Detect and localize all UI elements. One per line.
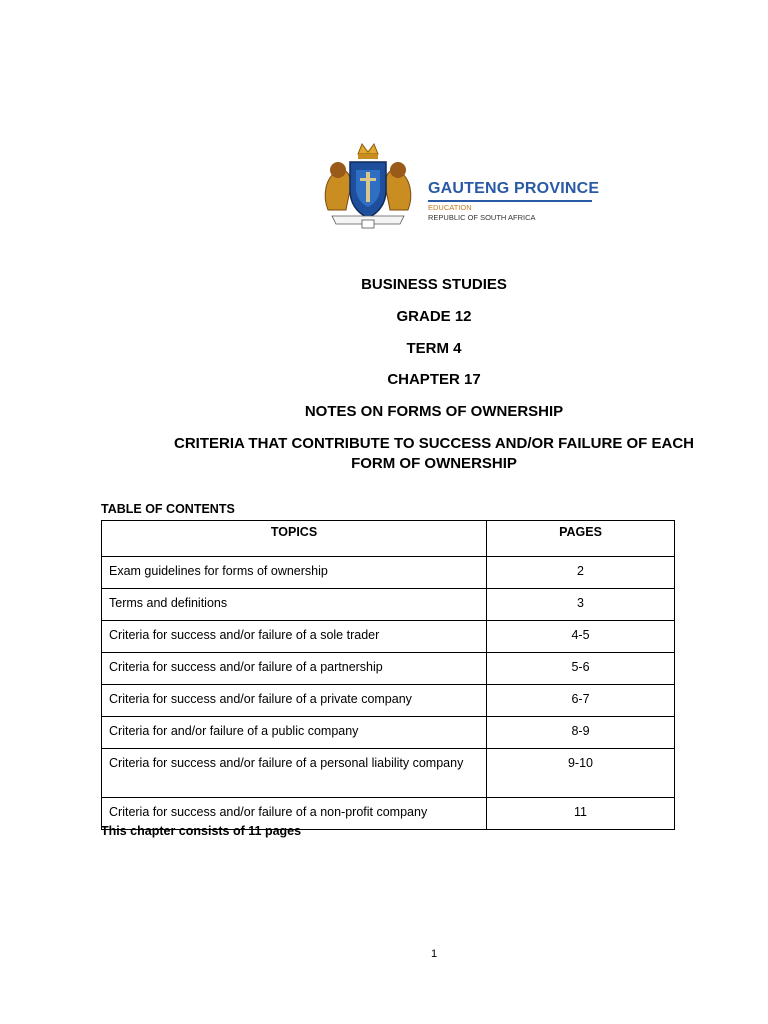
province-name: GAUTENG PROVINCE — [428, 180, 600, 197]
toc-topic: Criteria for success and/or failure of a private company — [102, 685, 487, 717]
toc-pages: 8-9 — [487, 717, 675, 749]
toc-topic: Criteria for success and/or failure of a sole trader — [102, 621, 487, 653]
toc-topic: Criteria for success and/or failure of a non-profit company — [102, 798, 487, 830]
grade-heading: GRADE 12 — [396, 308, 472, 325]
toc-row — [102, 621, 675, 653]
toc-topic: Criteria for success and/or failure of a personal liability company — [102, 749, 487, 798]
coat-of-arms-icon — [318, 140, 418, 230]
criteria-heading-line2: FORM OF OWNERSHIP — [351, 455, 517, 472]
subject-heading: BUSINESS STUDIES — [361, 276, 507, 293]
department-name: EDUCATION — [428, 203, 472, 212]
notes-heading: NOTES ON FORMS OF OWNERSHIP — [304, 403, 564, 420]
toc-pages: 4-5 — [487, 621, 675, 653]
toc-pages: 6-7 — [487, 685, 675, 717]
toc-row — [102, 589, 675, 621]
toc-header-topics: TOPICS — [102, 521, 487, 557]
toc-pages: 9-10 — [487, 749, 675, 798]
page-number: 1 — [430, 948, 438, 960]
toc-pages: 3 — [487, 589, 675, 621]
toc-table — [101, 520, 675, 830]
chapter-heading: CHAPTER 17 — [387, 371, 481, 388]
toc-pages: 2 — [487, 557, 675, 589]
toc-topic: Criteria for and/or failure of a public company — [102, 717, 487, 749]
gauteng-logo — [318, 140, 598, 250]
country-name: REPUBLIC OF SOUTH AFRICA — [428, 213, 536, 222]
toc-row — [102, 653, 675, 685]
toc-row — [102, 557, 675, 589]
toc-header-row — [102, 521, 675, 557]
logo-underline — [428, 200, 592, 202]
toc-topic: Exam guidelines for forms of ownership — [102, 557, 487, 589]
toc-row — [102, 749, 675, 798]
toc-row — [102, 717, 675, 749]
toc-topic: Terms and definitions — [102, 589, 487, 621]
toc-pages: 5-6 — [487, 653, 675, 685]
toc-topic: Criteria for success and/or failure of a partnership — [102, 653, 487, 685]
toc-pages: 11 — [487, 798, 675, 830]
toc-title: TABLE OF CONTENTS — [101, 502, 235, 516]
toc-header-pages: PAGES — [487, 521, 675, 557]
criteria-heading-line1: CRITERIA THAT CONTRIBUTE TO SUCCESS AND/OR FAILURE OF EACH — [173, 435, 694, 452]
toc-row — [102, 685, 675, 717]
chapter-length-note: This chapter consists of 11 pages — [101, 824, 302, 838]
term-heading: TERM 4 — [406, 340, 462, 357]
